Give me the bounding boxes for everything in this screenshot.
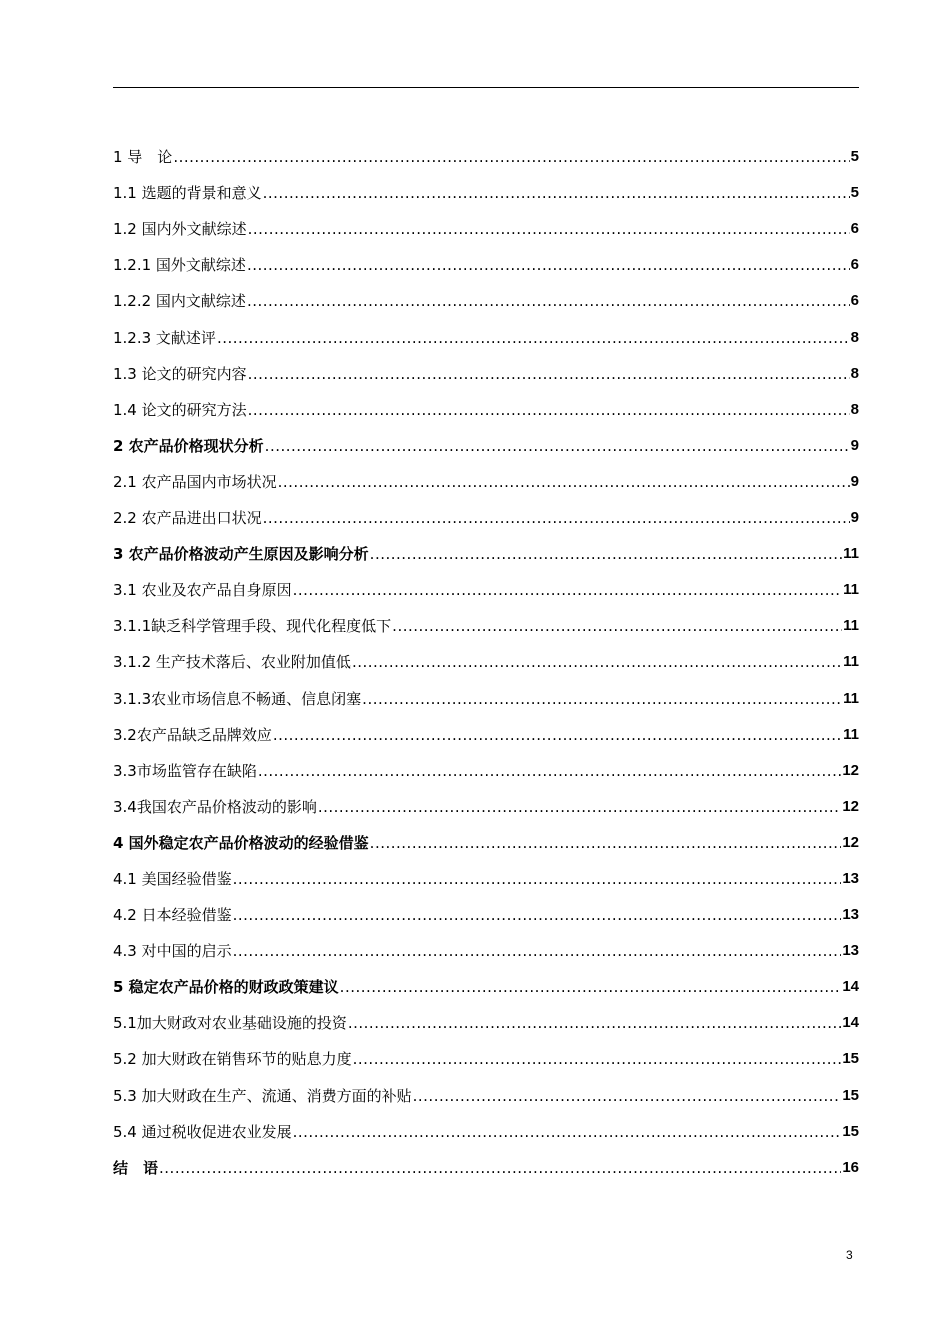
toc-dot-leader: [263, 182, 850, 204]
toc-entry[interactable]: [113, 240, 859, 276]
toc-entry[interactable]: [113, 529, 859, 565]
toc-entry-page: 8: [850, 400, 859, 418]
header-rule: [113, 87, 859, 88]
toc-entry-page: 11: [843, 653, 859, 671]
toc-entry-label: 3.2农产品缺乏品牌效应: [113, 725, 272, 744]
toc-entry-label: 1 导 论: [113, 148, 173, 167]
toc-entry-page: 8: [850, 364, 859, 382]
toc-entry-label: 5 稳定农产品价格的财政政策建议: [113, 978, 339, 997]
toc-dot-leader: [258, 760, 841, 782]
table-of-contents: [113, 132, 859, 1179]
toc-entry-label: 3.1.3农业市场信息不畅通、信息闭塞: [113, 689, 362, 708]
toc-entry[interactable]: [113, 132, 859, 168]
toc-entry[interactable]: [113, 818, 859, 854]
toc-entry-page: 13: [842, 942, 859, 960]
toc-entry-page: 15: [842, 1086, 859, 1104]
toc-dot-leader: [173, 146, 849, 168]
toc-entry[interactable]: [113, 457, 859, 493]
toc-entry-page: 11: [843, 689, 859, 707]
toc-entry-page: 5: [850, 184, 859, 202]
page-number: 3: [846, 1248, 853, 1262]
toc-entry-label: 3 农产品价格波动产生原因及影响分析: [113, 545, 369, 564]
toc-dot-leader: [293, 579, 843, 601]
toc-entry[interactable]: [113, 601, 859, 637]
toc-entry[interactable]: [113, 1107, 859, 1143]
toc-dot-leader: [340, 976, 842, 998]
toc-entry[interactable]: [113, 782, 859, 818]
toc-entry-page: 13: [842, 869, 859, 887]
toc-entry[interactable]: [113, 204, 859, 240]
toc-entry-label: 4.2 日本经验借鉴: [113, 906, 232, 925]
toc-entry-label: 4 国外稳定农产品价格波动的经验借鉴: [113, 833, 369, 852]
toc-entry-label: 4.1 美国经验借鉴: [113, 869, 232, 888]
toc-entry-label: 3.1.2 生产技术落后、农业附加值低: [113, 653, 351, 672]
toc-dot-leader: [248, 399, 850, 421]
toc-entry[interactable]: [113, 673, 859, 709]
toc-dot-leader: [233, 904, 842, 926]
toc-entry-page: 12: [842, 833, 859, 851]
toc-dot-leader: [265, 435, 850, 457]
toc-entry[interactable]: [113, 421, 859, 457]
toc-entry-label: 3.4我国农产品价格波动的影响: [113, 797, 317, 816]
toc-entry[interactable]: [113, 998, 859, 1034]
toc-entry-page: 8: [850, 328, 859, 346]
toc-entry-label: 1.2.1 国外文献综述: [113, 256, 246, 275]
toc-dot-leader: [352, 651, 842, 673]
toc-entry-label: 3.1 农业及农产品自身原因: [113, 581, 292, 600]
toc-dot-leader: [217, 327, 850, 349]
toc-entry-page: 11: [843, 617, 859, 635]
toc-entry-page: 14: [842, 1014, 859, 1032]
toc-entry-page: 11: [843, 725, 859, 743]
toc-dot-leader: [278, 471, 850, 493]
toc-entry-page: 9: [850, 472, 859, 490]
toc-entry[interactable]: [113, 493, 859, 529]
toc-dot-leader: [273, 724, 842, 746]
toc-entry-page: 5: [850, 148, 859, 166]
toc-entry-page: 12: [842, 761, 859, 779]
toc-entry-label: 1.2.3 文献述评: [113, 328, 216, 347]
toc-entry-page: 12: [842, 797, 859, 815]
toc-entry-label: 4.3 对中国的启示: [113, 942, 232, 961]
toc-entry-page: 15: [842, 1122, 859, 1140]
toc-entry[interactable]: [113, 962, 859, 998]
toc-entry-label: 1.3 论文的研究内容: [113, 364, 247, 383]
toc-entry[interactable]: [113, 637, 859, 673]
toc-entry[interactable]: [113, 710, 859, 746]
toc-dot-leader: [263, 507, 850, 529]
toc-entry-label: 结 语: [113, 1158, 159, 1177]
toc-dot-leader: [247, 290, 850, 312]
toc-entry[interactable]: [113, 565, 859, 601]
toc-entry[interactable]: [113, 385, 859, 421]
toc-entry-page: 6: [850, 256, 859, 274]
toc-dot-leader: [348, 1012, 841, 1034]
toc-dot-leader: [370, 543, 842, 565]
toc-entry[interactable]: [113, 1034, 859, 1070]
toc-entry-label: 2.2 农产品进出口状况: [113, 509, 262, 528]
toc-entry-page: 11: [843, 581, 859, 599]
toc-entry-page: 16: [842, 1158, 859, 1176]
toc-dot-leader: [248, 363, 850, 385]
toc-entry-label: 3.3市场监管存在缺陷: [113, 761, 257, 780]
toc-entry[interactable]: [113, 1143, 859, 1179]
toc-entry-label: 2.1 农产品国内市场状况: [113, 472, 277, 491]
toc-entry-page: 15: [842, 1050, 859, 1068]
toc-dot-leader: [233, 868, 842, 890]
toc-entry[interactable]: [113, 746, 859, 782]
toc-dot-leader: [248, 218, 850, 240]
toc-entry-label: 3.1.1缺乏科学管理手段、现代化程度低下: [113, 617, 392, 636]
toc-entry-label: 1.4 论文的研究方法: [113, 400, 247, 419]
toc-entry[interactable]: [113, 349, 859, 385]
toc-entry-label: 5.4 通过税收促进农业发展: [113, 1122, 292, 1141]
toc-entry-page: 9: [850, 509, 859, 527]
toc-entry-page: 14: [842, 978, 859, 996]
toc-entry-label: 5.1加大财政对农业基础设施的投资: [113, 1014, 347, 1033]
toc-entry[interactable]: [113, 168, 859, 204]
toc-entry-label: 5.2 加大财政在销售环节的贴息力度: [113, 1050, 352, 1069]
toc-entry-label: 2 农产品价格现状分析: [113, 436, 264, 455]
toc-entry[interactable]: [113, 890, 859, 926]
toc-dot-leader: [293, 1121, 842, 1143]
toc-entry[interactable]: [113, 1070, 859, 1106]
toc-entry-page: 9: [850, 436, 859, 454]
toc-entry-page: 13: [842, 906, 859, 924]
toc-entry-page: 6: [850, 220, 859, 238]
toc-dot-leader: [353, 1048, 842, 1070]
toc-dot-leader: [413, 1085, 842, 1107]
toc-dot-leader: [370, 832, 842, 854]
toc-entry-page: 11: [843, 545, 859, 563]
toc-entry-page: 6: [850, 292, 859, 310]
toc-entry[interactable]: [113, 854, 859, 890]
toc-entry[interactable]: [113, 276, 859, 312]
toc-dot-leader: [233, 940, 842, 962]
toc-entry-label: 5.3 加大财政在生产、流通、消费方面的补贴: [113, 1086, 412, 1105]
toc-entry-label: 1.2.2 国内文献综述: [113, 292, 246, 311]
toc-entry[interactable]: [113, 312, 859, 348]
toc-entry-label: 1.2 国内外文献综述: [113, 220, 247, 239]
toc-entry[interactable]: [113, 926, 859, 962]
toc-dot-leader: [159, 1157, 841, 1179]
toc-dot-leader: [362, 688, 842, 710]
toc-dot-leader: [318, 796, 841, 818]
toc-dot-leader: [392, 615, 842, 637]
toc-entry-label: 1.1 选题的背景和意义: [113, 184, 262, 203]
toc-dot-leader: [247, 254, 850, 276]
